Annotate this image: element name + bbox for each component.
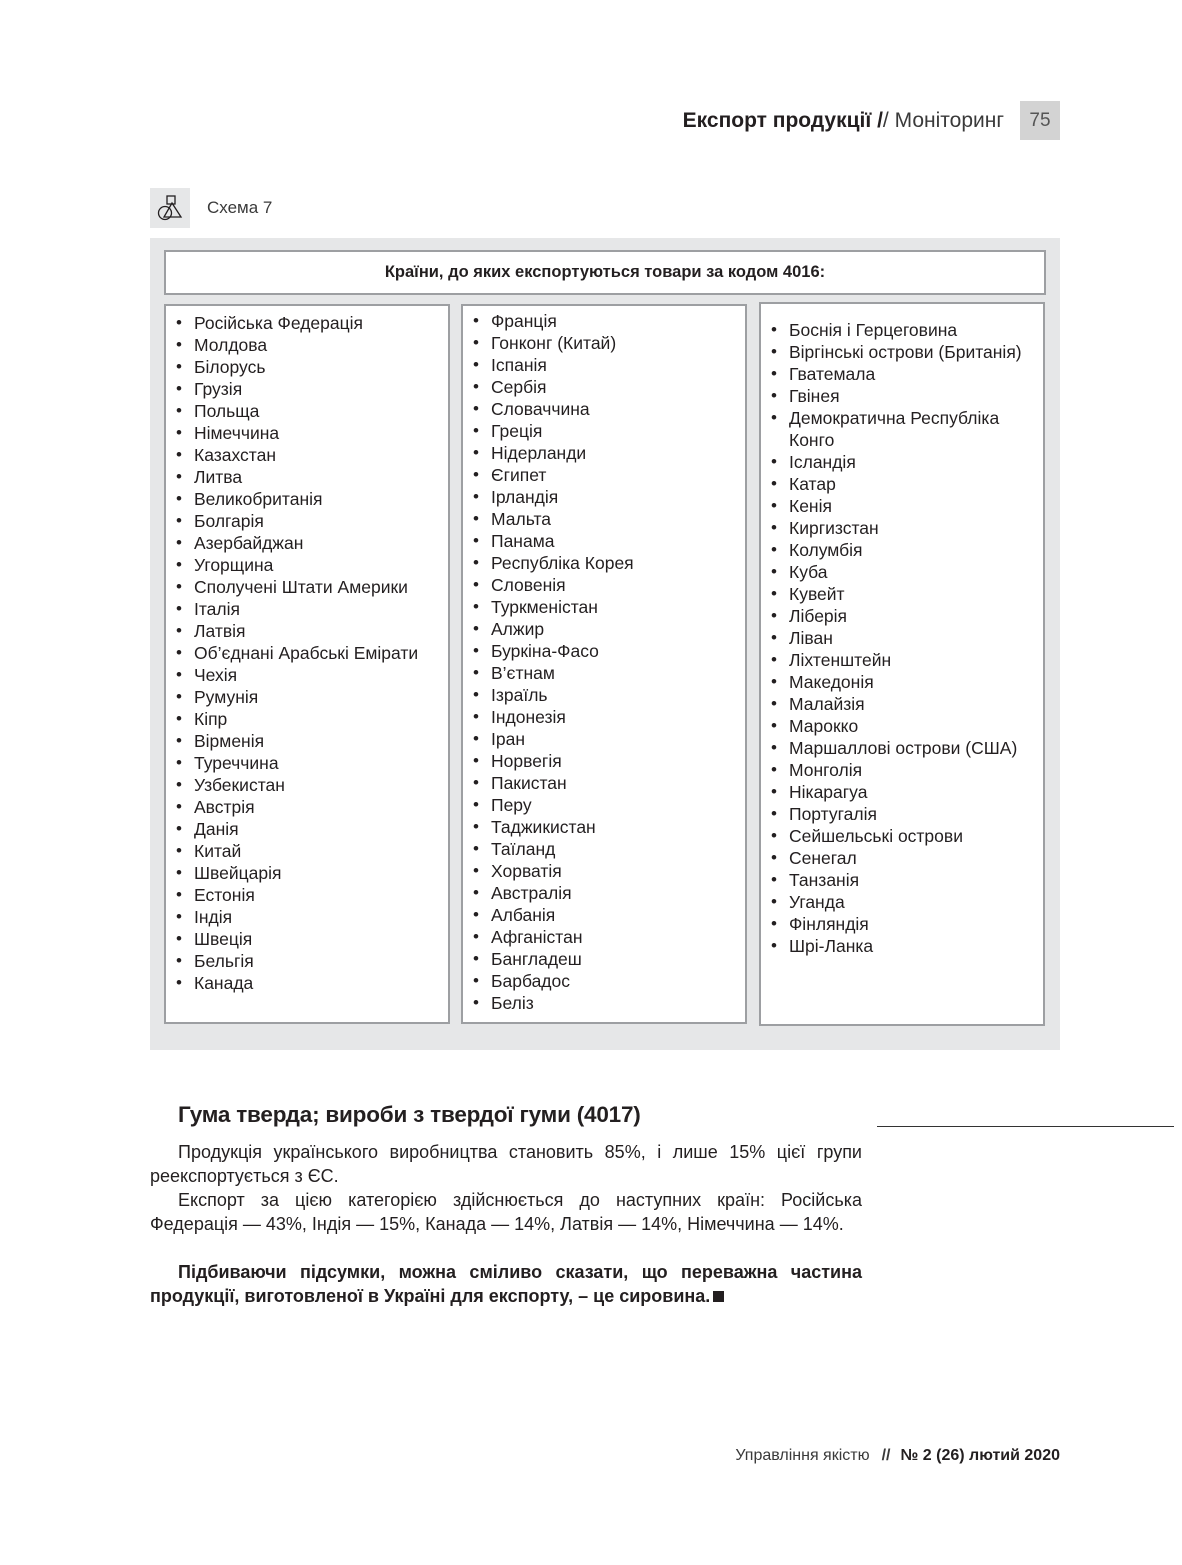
country-item: • Марокко	[761, 715, 1043, 737]
country-item: • Беліз	[463, 992, 745, 1014]
country-item: • Демократична Республіка Конго	[761, 407, 1043, 451]
article-summary	[150, 1260, 862, 1308]
schema-panel	[150, 238, 1060, 1050]
country-item: • Ліхтенштейн	[761, 649, 1043, 671]
country-item: • Португалія	[761, 803, 1043, 825]
country-item: • Канада	[166, 972, 448, 994]
country-item: • Хорватія	[463, 860, 745, 882]
country-item: • Алжир	[463, 618, 745, 640]
country-item: • Італія	[166, 598, 448, 620]
country-item: • Нідерланди	[463, 442, 745, 464]
journal-name: Управління якістю	[735, 1447, 870, 1464]
country-list	[761, 319, 1043, 957]
country-column-1	[164, 304, 450, 1024]
schema-caption	[150, 188, 272, 228]
article-paragraph: Експорт за цією категорією здійснюється до наступних країн: Російська Федерація — 43%, Індія — 15%, Канада — 14%, Латвія — 14%, Німеччина — 14%.	[150, 1190, 862, 1234]
country-item: • Віргінські острови (Британія)	[761, 341, 1043, 363]
country-column-3	[759, 302, 1045, 1026]
country-column-2	[461, 304, 747, 1024]
country-item: • Франція	[463, 310, 745, 332]
country-item: • Молдова	[166, 334, 448, 356]
country-item: • Республіка Корея	[463, 552, 745, 574]
country-item: • Об’єднані Арабські Емірати	[166, 642, 448, 664]
country-item: • Угорщина	[166, 554, 448, 576]
article-heading: Гума тверда; вироби з твердої гуми (4017)	[178, 1102, 641, 1127]
issue-info: № 2 (26) лютий 2020	[900, 1447, 1060, 1464]
country-item: • Польща	[166, 400, 448, 422]
country-item: • Македонія	[761, 671, 1043, 693]
footer-separator: //	[881, 1447, 891, 1464]
country-item: • Ліван	[761, 627, 1043, 649]
country-item: • В’єтнам	[463, 662, 745, 684]
country-item: • Грузія	[166, 378, 448, 400]
article-section	[150, 1102, 862, 1308]
country-item: • Фінляндія	[761, 913, 1043, 935]
country-item: • Швеція	[166, 928, 448, 950]
country-item: • Колумбія	[761, 539, 1043, 561]
country-list	[463, 310, 745, 1014]
country-item: • Албанія	[463, 904, 745, 926]
country-item: • Боснія і Герцеговина	[761, 319, 1043, 341]
country-item: • Буркіна-Фасо	[463, 640, 745, 662]
country-item: • Іспанія	[463, 354, 745, 376]
country-item: • Узбекистан	[166, 774, 448, 796]
country-list	[166, 312, 448, 994]
country-item: • Куба	[761, 561, 1043, 583]
country-item: • Словаччина	[463, 398, 745, 420]
country-item: • Єгипет	[463, 464, 745, 486]
schema-label: Схема 7	[207, 198, 273, 217]
country-item: • Маршаллові острови (США)	[761, 737, 1043, 759]
country-item: • Гонконг (Китай)	[463, 332, 745, 354]
country-item: • Естонія	[166, 884, 448, 906]
country-item: • Сейшельські острови	[761, 825, 1043, 847]
country-item: • Азербайджан	[166, 532, 448, 554]
country-item: • Індонезія	[463, 706, 745, 728]
country-item: • Індія	[166, 906, 448, 928]
country-item: • Малайзія	[761, 693, 1043, 715]
country-item: • Бельгія	[166, 950, 448, 972]
country-item: • Танзанія	[761, 869, 1043, 891]
country-item: • Латвія	[166, 620, 448, 642]
country-item: • Гвінея	[761, 385, 1043, 407]
country-item: • Туркменістан	[463, 596, 745, 618]
section-subtitle: / Моніторинг	[882, 108, 1004, 132]
schema-title: Країни, до яких експортуються товари за кодом 4016:	[164, 250, 1046, 295]
country-item: • Пакистан	[463, 772, 745, 794]
country-item: • Сполучені Штати Америки	[166, 576, 448, 598]
country-item: • Ірландія	[463, 486, 745, 508]
section-title: Експорт продукції /	[682, 108, 883, 132]
country-item: • Таїланд	[463, 838, 745, 860]
shapes-icon	[150, 188, 190, 228]
country-item: • Російська Федерація	[166, 312, 448, 334]
page-footer	[735, 1447, 1060, 1465]
country-item: • Литва	[166, 466, 448, 488]
country-item: • Афганістан	[463, 926, 745, 948]
country-item: • Вірменія	[166, 730, 448, 752]
country-item: • Нікарагуа	[761, 781, 1043, 803]
country-item: • Іран	[463, 728, 745, 750]
page-number: 75	[1020, 101, 1060, 140]
country-item: • Китай	[166, 840, 448, 862]
country-item: • Шрі-Ланка	[761, 935, 1043, 957]
country-item: • Кіпр	[166, 708, 448, 730]
country-item: • Болгарія	[166, 510, 448, 532]
country-item: • Уганда	[761, 891, 1043, 913]
country-item: • Ліберія	[761, 605, 1043, 627]
country-item: • Мальта	[463, 508, 745, 530]
end-of-article-mark	[713, 1291, 724, 1302]
country-item: • Чехія	[166, 664, 448, 686]
summary-text: Підбиваючи підсумки, можна сміливо сказати, що переважна частина продукції, виготовленої в Україні для експорту, – це сировина.	[150, 1262, 862, 1306]
country-item: • Перу	[463, 794, 745, 816]
country-item: • Сенегал	[761, 847, 1043, 869]
country-item: • Бангладеш	[463, 948, 745, 970]
country-item: • Білорусь	[166, 356, 448, 378]
country-item: • Австралія	[463, 882, 745, 904]
country-item: • Казахстан	[166, 444, 448, 466]
country-item: • Австрія	[166, 796, 448, 818]
country-item: • Барбадос	[463, 970, 745, 992]
country-item: • Сербія	[463, 376, 745, 398]
country-item: • Кувейт	[761, 583, 1043, 605]
country-item: • Румунія	[166, 686, 448, 708]
running-head	[683, 101, 1060, 140]
country-item: • Ізраїль	[463, 684, 745, 706]
country-item: • Греція	[463, 420, 745, 442]
country-item: • Німеччина	[166, 422, 448, 444]
country-item: • Туреччина	[166, 752, 448, 774]
country-item: • Панама	[463, 530, 745, 552]
country-item: • Ісландія	[761, 451, 1043, 473]
article-paragraph: Продукція українського виробництва становить 85%, і лише 15% цієї групи реекспортується з ЄС.	[150, 1142, 862, 1186]
country-item: • Гватемала	[761, 363, 1043, 385]
country-item: • Данія	[166, 818, 448, 840]
country-item: • Киргизстан	[761, 517, 1043, 539]
country-item: • Таджикистан	[463, 816, 745, 838]
country-item: • Монголія	[761, 759, 1043, 781]
country-item: • Норвегія	[463, 750, 745, 772]
country-item: • Швейцарія	[166, 862, 448, 884]
country-item: • Словенія	[463, 574, 745, 596]
country-item: • Катар	[761, 473, 1043, 495]
country-item: • Кенія	[761, 495, 1043, 517]
margin-rule	[877, 1126, 1174, 1127]
country-item: • Великобританія	[166, 488, 448, 510]
